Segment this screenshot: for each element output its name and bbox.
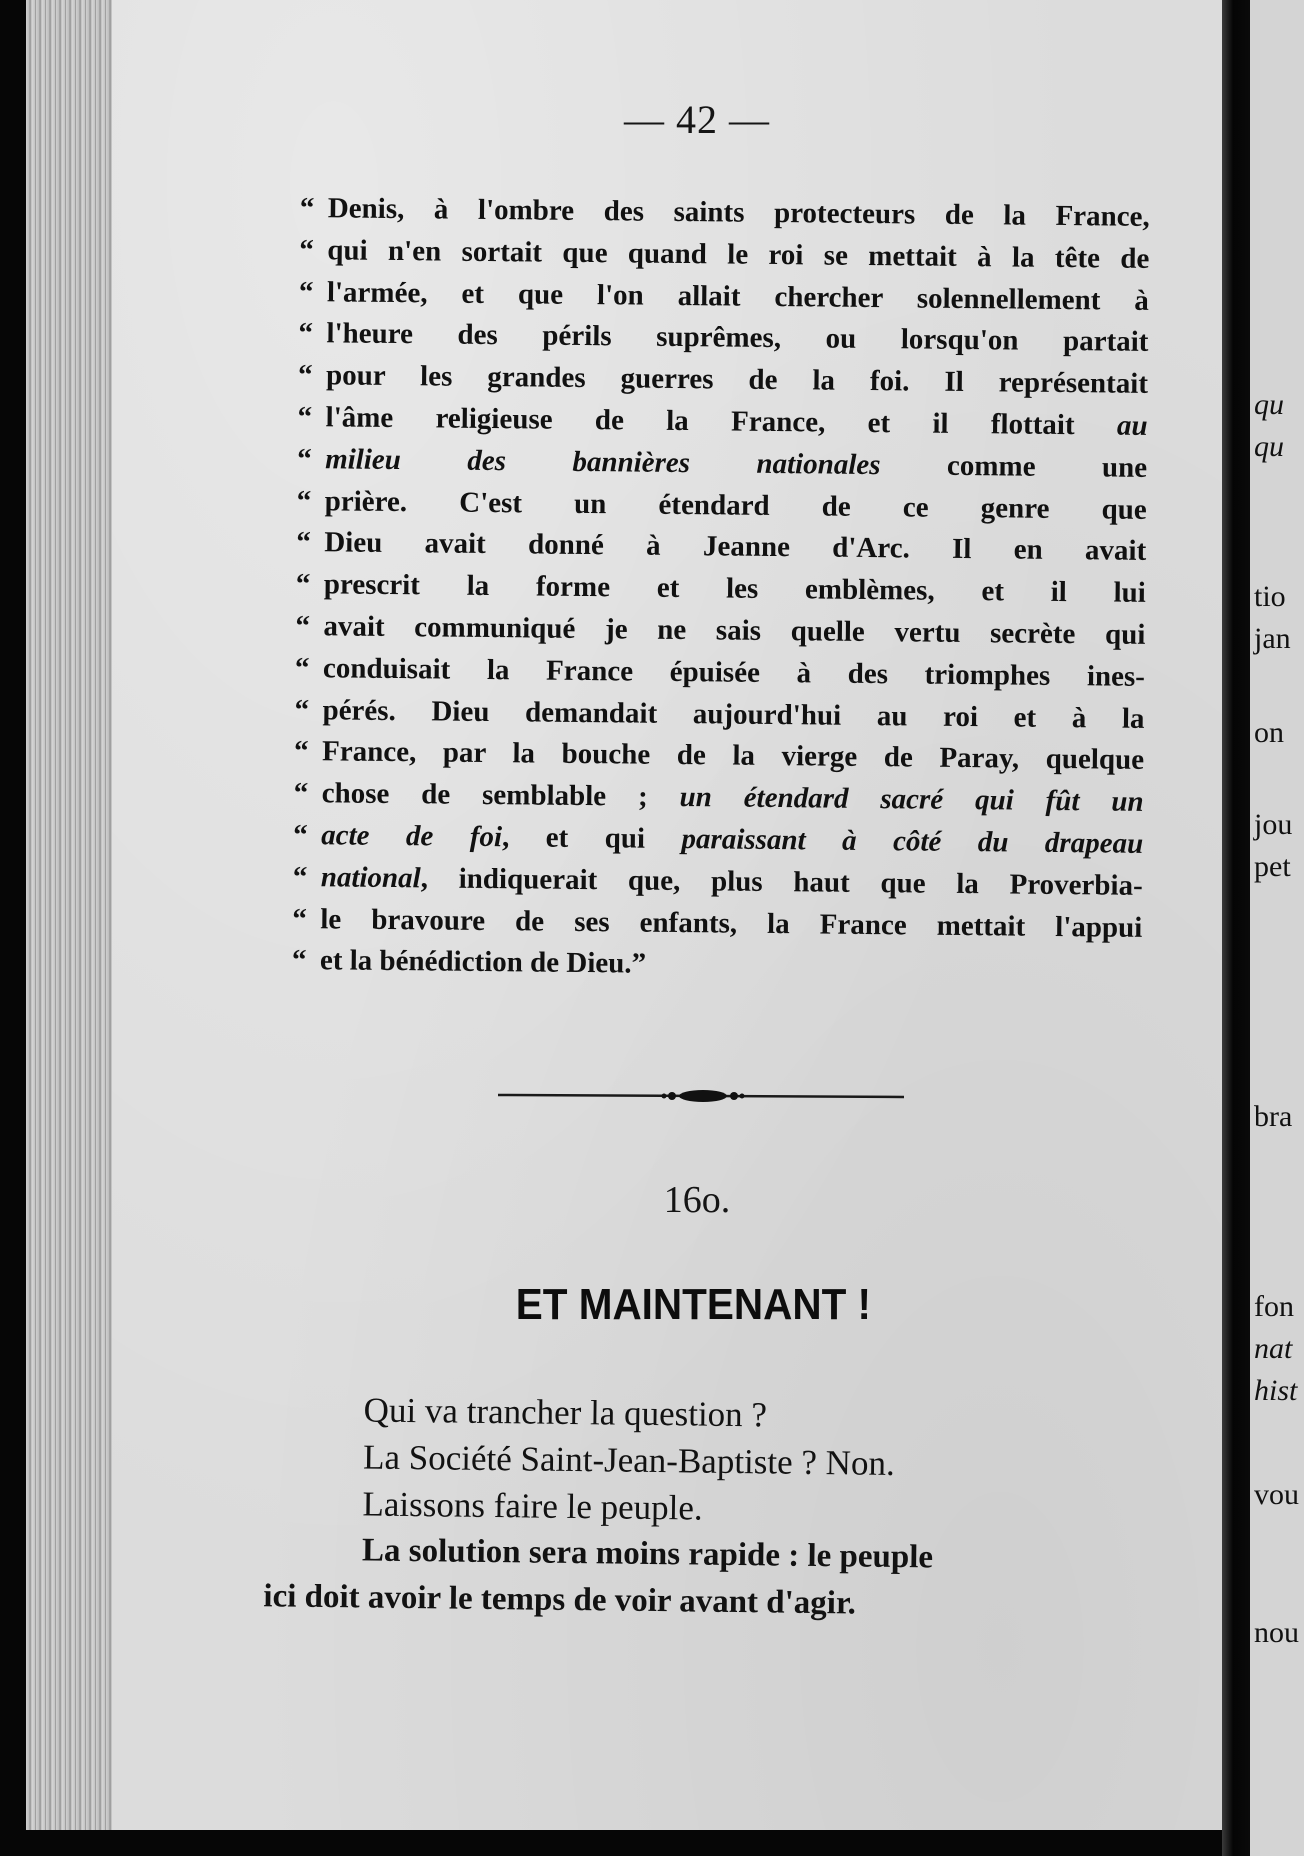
quote-text: comme une [880, 448, 1148, 484]
quote-italic-text: paraissant à côté du drapeau [681, 822, 1144, 860]
quote-text: pour les grandes guerres de la foi. Il représentait [325, 359, 1149, 401]
quote-text: Dieu avait donné à Jeanne d'Arc. Il en avait [324, 526, 1147, 568]
quote-text: le bravoure de ses enfants, la France mettait l'appui [320, 902, 1143, 944]
facing-page-fragment: vou [1254, 1478, 1299, 1511]
quote-mark: “ [298, 317, 314, 350]
facing-page-fragment: pet [1254, 850, 1291, 883]
facing-page-fragment: fon [1254, 1290, 1294, 1323]
quote-text: , indiquerait que, plus haut que la Proverbia- [420, 862, 1143, 902]
quote-mark: “ [295, 568, 311, 601]
body-line: La Société Saint-Jean-Baptiste ? Non. [362, 1437, 895, 1483]
facing-page-fragment: jou [1254, 808, 1293, 841]
quote-text: France, par la bouche de la vierge de Paray, quelque [321, 735, 1145, 777]
quote-mark: “ [299, 191, 315, 225]
body-line: Laissons faire le peuple. [362, 1484, 703, 1528]
facing-page-fragment: jan [1254, 622, 1291, 655]
quote-italic-text: acte de foi [321, 819, 503, 854]
quote-text: pérés. Dieu demandait aujourd'hui au roi et à la [322, 693, 1145, 735]
quote-text: qui n'en sortait que quand le roi se mettait à la tête de [327, 234, 1150, 275]
quote-mark: “ [294, 693, 310, 726]
facing-page-fragment: bra [1254, 1100, 1293, 1133]
facing-page-fragment: qu [1254, 430, 1284, 463]
quote-italic-text: au [1116, 409, 1148, 442]
facing-page-edge [1250, 0, 1304, 1856]
body-line: ici doit avoir le temps de voir avant d'agir. [263, 1578, 857, 1622]
ornamental-divider [498, 1082, 904, 1112]
quote-mark: “ [296, 442, 312, 475]
quotation-block [292, 188, 1150, 991]
page-edges [26, 0, 116, 1830]
quote-text: et la bénédiction de Dieu.” [319, 944, 647, 981]
quote-italic-text: national [320, 861, 421, 895]
quote-mark: “ [293, 818, 308, 852]
quote-mark: “ [291, 944, 307, 977]
section-heading [52, 1280, 1252, 1330]
quote-mark: “ [299, 233, 315, 266]
facing-page-fragment: hist [1254, 1374, 1298, 1407]
quote-mark: “ [292, 902, 308, 935]
facing-page-fragment: on [1254, 716, 1284, 749]
quote-text: chose de semblable ; [321, 777, 680, 814]
page-number [0, 96, 1304, 143]
quote-mark: “ [293, 777, 309, 810]
facing-page-fragment: qu [1254, 388, 1284, 421]
facing-page-fragment: tio [1254, 580, 1286, 613]
facing-page-fragment: nou [1254, 1616, 1299, 1649]
quote-mark: “ [293, 735, 309, 768]
book-gutter [1222, 0, 1250, 1856]
section-number [0, 1178, 1304, 1222]
quote-mark: “ [297, 400, 313, 434]
quote-italic-text: un étendard sacré qui fût un [679, 781, 1144, 819]
quote-mark: “ [296, 484, 312, 517]
quote-text: prière. C'est un étendard de ce genre que [324, 484, 1147, 526]
quote-text: avait communiqué je ne sais quelle vertu secrète qui [323, 610, 1146, 651]
quote-text: prescrit la forme et les emblèmes, et il lui [323, 568, 1146, 610]
quote-mark: “ [295, 609, 311, 643]
quote-mark: “ [298, 275, 314, 308]
quote-italic-text: milieu des bannières nationales [324, 443, 881, 481]
quote-text: l'âme religieuse de la France, et il flottait [325, 401, 1118, 442]
body-line: Qui va trancher la question ? [363, 1390, 768, 1435]
quote-mark: “ [296, 526, 311, 559]
page-number-text: — 42 — [624, 97, 770, 142]
quote-mark: “ [294, 651, 310, 684]
quote-line [292, 940, 1142, 991]
quote-mark: “ [297, 359, 313, 392]
facing-page-fragment: nat [1254, 1332, 1293, 1365]
quote-text: l'armée, et que l'on allait chercher solennellement à [326, 275, 1150, 317]
quote-text: conduisait la France épuisée à des triomphes ines- [322, 652, 1146, 693]
quote-mark: “ [292, 860, 308, 893]
section-number-text: 16o. [663, 1179, 731, 1221]
quote-text: l'heure des périls suprêmes, ou lorsqu'on partait [326, 317, 1149, 359]
section-heading-text: ET MAINTENANT ! [515, 1280, 872, 1329]
quote-text: Denis, à l'ombre des saints protecteurs de la France, [327, 192, 1150, 233]
quote-text: , et qui [501, 821, 682, 855]
body-line: La solution sera moins rapide : le peuple [361, 1532, 934, 1576]
